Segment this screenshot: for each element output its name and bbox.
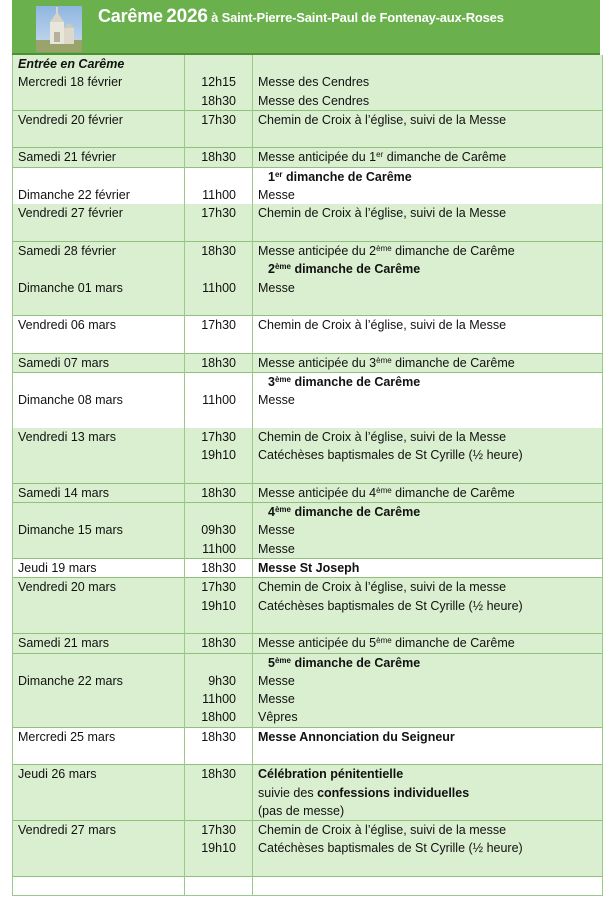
- day-cell: [13, 410, 185, 428]
- activity-cell: Messe Annonciation du Seigneur: [253, 727, 603, 746]
- time-cell: 18h30: [185, 92, 253, 111]
- activity-cell: [253, 297, 603, 316]
- table-row: [13, 727, 603, 746]
- day-cell: Dimanche 22 février: [13, 186, 185, 204]
- activity-cell: 3ème dimanche de Carême: [253, 373, 603, 392]
- day-cell: [13, 858, 185, 877]
- day-cell: Vendredi 20 mars: [13, 578, 185, 597]
- table-row: [13, 559, 603, 578]
- day-cell: [13, 597, 185, 615]
- time-cell: [185, 297, 253, 316]
- time-cell: 11h00: [185, 690, 253, 708]
- activity-cell: [253, 55, 603, 73]
- day-cell: [13, 260, 185, 278]
- activity-cell: Messe: [253, 690, 603, 708]
- time-cell: 18h30: [185, 353, 253, 372]
- table-row: [13, 708, 603, 727]
- time-cell: 11h00: [185, 540, 253, 559]
- time-cell: 9h30: [185, 672, 253, 690]
- day-cell: [13, 167, 185, 186]
- activity-cell: Vêpres: [253, 708, 603, 727]
- table-row: [13, 672, 603, 690]
- day-cell: [13, 802, 185, 821]
- page-title: [98, 6, 504, 28]
- table-row: [13, 540, 603, 559]
- time-cell: [185, 334, 253, 353]
- table-row: [13, 334, 603, 353]
- time-cell: [185, 129, 253, 148]
- activity-cell: [253, 410, 603, 428]
- table-row: [13, 802, 603, 821]
- day-cell: Mercredi 25 mars: [13, 727, 185, 746]
- table-row: [13, 428, 603, 446]
- time-cell: [185, 503, 253, 522]
- activity-cell: Messe: [253, 186, 603, 204]
- day-cell: [13, 746, 185, 765]
- table-row: [13, 784, 603, 802]
- activity-cell: [253, 334, 603, 353]
- activity-cell: Messe des Cendres: [253, 92, 603, 111]
- time-cell: 18h30: [185, 483, 253, 502]
- activity-cell: Messe: [253, 672, 603, 690]
- time-cell: 11h00: [185, 279, 253, 297]
- table-row: [13, 746, 603, 765]
- day-cell: [13, 615, 185, 634]
- table-row: [13, 110, 603, 129]
- activity-cell: Chemin de Croix à l’église, suivi de la messe: [253, 578, 603, 597]
- time-cell: [185, 653, 253, 672]
- activity-cell: Messe: [253, 279, 603, 297]
- table-row: [13, 465, 603, 484]
- activity-cell: Messe anticipée du 5ème dimanche de Carême: [253, 634, 603, 653]
- table-row: [13, 615, 603, 634]
- day-cell: [13, 653, 185, 672]
- day-cell: [13, 839, 185, 857]
- time-cell: [185, 260, 253, 278]
- day-cell: [13, 877, 185, 896]
- table-row: [13, 316, 603, 335]
- time-cell: 17h30: [185, 110, 253, 129]
- table-row: [13, 279, 603, 297]
- table-row: [13, 241, 603, 260]
- table-row: [13, 55, 603, 73]
- day-cell: [13, 55, 185, 73]
- title-year: 2026: [166, 6, 208, 27]
- time-cell: [185, 615, 253, 634]
- activity-cell: 4ème dimanche de Carême: [253, 503, 603, 522]
- time-cell: 12h15: [185, 73, 253, 91]
- table-row: [13, 186, 603, 204]
- lent-schedule-table: [12, 55, 603, 896]
- time-cell: 11h00: [185, 391, 253, 409]
- activity-cell: Messe des Cendres: [253, 73, 603, 91]
- day-cell: [13, 784, 185, 802]
- table-row: [13, 148, 603, 167]
- table-row: [13, 634, 603, 653]
- day-cell: [13, 708, 185, 727]
- table-row: [13, 690, 603, 708]
- activity-cell: Chemin de Croix à l’église, suivi de la Messe: [253, 316, 603, 335]
- activity-cell: Catéchèses baptismales de St Cyrille (½ heure): [253, 446, 603, 464]
- activity-cell: Célébration pénitentielle: [253, 765, 603, 784]
- activity-cell: [253, 465, 603, 484]
- table-row: [13, 597, 603, 615]
- table-row: [13, 391, 603, 409]
- title-careme: Carême: [98, 6, 163, 26]
- day-cell: Samedi 07 mars: [13, 353, 185, 372]
- activity-cell: 1er dimanche de Carême: [253, 167, 603, 186]
- time-cell: [185, 465, 253, 484]
- section-heading: Entrée en Carême: [18, 57, 125, 71]
- table-row: [13, 373, 603, 392]
- day-cell: Vendredi 06 mars: [13, 316, 185, 335]
- activity-cell: Chemin de Croix à l’église, suivi de la Messe: [253, 428, 603, 446]
- day-cell: [13, 92, 185, 111]
- activity-cell: Chemin de Croix à l’église, suivi de la messe: [253, 821, 603, 840]
- day-cell: Dimanche 15 mars: [13, 521, 185, 539]
- time-cell: 18h30: [185, 634, 253, 653]
- church-photo: [36, 6, 82, 52]
- table-row: [13, 297, 603, 316]
- activity-cell: Chemin de Croix à l’église, suivi de la Messe: [253, 110, 603, 129]
- day-cell: Vendredi 27 février: [13, 204, 185, 222]
- day-cell: [13, 373, 185, 392]
- activity-cell: Chemin de Croix à l’église, suivi de la Messe: [253, 204, 603, 222]
- time-cell: 18h30: [185, 727, 253, 746]
- title-location: à Saint-Pierre-Saint-Paul de Fontenay-aux-Roses: [211, 10, 504, 25]
- day-cell: [13, 334, 185, 353]
- day-cell: [13, 223, 185, 242]
- header-banner: [12, 0, 600, 55]
- activity-cell: Messe anticipée du 3ème dimanche de Carême: [253, 353, 603, 372]
- time-cell: 18h30: [185, 559, 253, 578]
- table-row: [13, 839, 603, 857]
- time-cell: 18h30: [185, 765, 253, 784]
- time-cell: 17h30: [185, 578, 253, 597]
- time-cell: 17h30: [185, 204, 253, 222]
- table-row: [13, 73, 603, 91]
- activity-cell: [253, 858, 603, 877]
- table-row: [13, 503, 603, 522]
- day-cell: Samedi 14 mars: [13, 483, 185, 502]
- table-row: [13, 353, 603, 372]
- table-row: [13, 578, 603, 597]
- table-row: [13, 877, 603, 896]
- time-cell: [185, 784, 253, 802]
- time-cell: 18h00: [185, 708, 253, 727]
- table-row: [13, 521, 603, 539]
- time-cell: [185, 223, 253, 242]
- table-row: [13, 223, 603, 242]
- activity-cell: suivie des confessions individuelles: [253, 784, 603, 802]
- day-cell: [13, 297, 185, 316]
- time-cell: [185, 55, 253, 73]
- table-row: [13, 260, 603, 278]
- day-cell: Jeudi 19 mars: [13, 559, 185, 578]
- activity-cell: Catéchèses baptismales de St Cyrille (½ heure): [253, 597, 603, 615]
- activity-cell: [253, 223, 603, 242]
- day-cell: Samedi 28 février: [13, 241, 185, 260]
- table-row: [13, 765, 603, 784]
- day-cell: Mercredi 18 février: [13, 73, 185, 91]
- activity-cell: Messe anticipée du 4ème dimanche de Carême: [253, 483, 603, 502]
- time-cell: [185, 373, 253, 392]
- day-cell: Vendredi 20 février: [13, 110, 185, 129]
- activity-cell: [253, 129, 603, 148]
- activity-cell: Messe: [253, 391, 603, 409]
- activity-cell: [253, 877, 603, 896]
- time-cell: [185, 746, 253, 765]
- day-cell: Dimanche 08 mars: [13, 391, 185, 409]
- table-row: [13, 858, 603, 877]
- time-cell: [185, 802, 253, 821]
- activity-cell: Messe St Joseph: [253, 559, 603, 578]
- time-cell: 18h30: [185, 241, 253, 260]
- time-cell: 17h30: [185, 428, 253, 446]
- day-cell: Jeudi 26 mars: [13, 765, 185, 784]
- time-cell: 17h30: [185, 821, 253, 840]
- table-row: [13, 446, 603, 464]
- day-cell: Dimanche 22 mars: [13, 672, 185, 690]
- table-row: [13, 167, 603, 186]
- time-cell: 11h00: [185, 186, 253, 204]
- table-row: [13, 204, 603, 222]
- activity-cell: Messe: [253, 540, 603, 559]
- table-row: [13, 653, 603, 672]
- activity-cell: (pas de messe): [253, 802, 603, 821]
- day-cell: Vendredi 27 mars: [13, 821, 185, 840]
- time-cell: [185, 858, 253, 877]
- table-row: [13, 129, 603, 148]
- time-cell: [185, 877, 253, 896]
- activity-cell: [253, 746, 603, 765]
- day-cell: [13, 503, 185, 522]
- day-cell: [13, 129, 185, 148]
- day-cell: Samedi 21 février: [13, 148, 185, 167]
- activity-cell: Catéchèses baptismales de St Cyrille (½ heure): [253, 839, 603, 857]
- day-cell: Vendredi 13 mars: [13, 428, 185, 446]
- table-row: [13, 92, 603, 111]
- time-cell: 09h30: [185, 521, 253, 539]
- activity-cell: 2ème dimanche de Carême: [253, 260, 603, 278]
- day-cell: [13, 446, 185, 464]
- time-cell: 19h10: [185, 446, 253, 464]
- day-cell: [13, 540, 185, 559]
- activity-cell: Messe anticipée du 2ème dimanche de Carême: [253, 241, 603, 260]
- time-cell: 17h30: [185, 316, 253, 335]
- table-row: [13, 410, 603, 428]
- time-cell: 19h10: [185, 839, 253, 857]
- time-cell: 18h30: [185, 148, 253, 167]
- time-cell: [185, 167, 253, 186]
- time-cell: [185, 410, 253, 428]
- day-cell: Dimanche 01 mars: [13, 279, 185, 297]
- table-row: [13, 821, 603, 840]
- activity-cell: Messe: [253, 521, 603, 539]
- activity-cell: [253, 615, 603, 634]
- day-cell: [13, 690, 185, 708]
- activity-cell: 5ème dimanche de Carême: [253, 653, 603, 672]
- activity-cell: Messe anticipée du 1er dimanche de Carême: [253, 148, 603, 167]
- table-row: [13, 483, 603, 502]
- day-cell: Samedi 21 mars: [13, 634, 185, 653]
- time-cell: 19h10: [185, 597, 253, 615]
- day-cell: [13, 465, 185, 484]
